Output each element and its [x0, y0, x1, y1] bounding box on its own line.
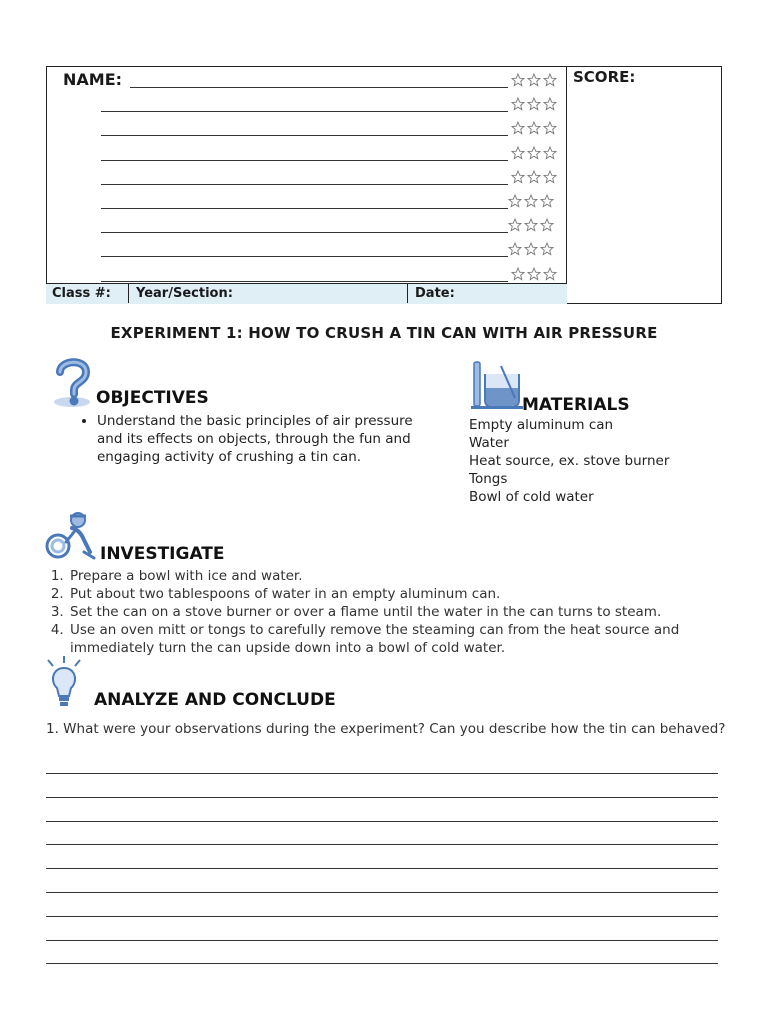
star-icon — [541, 195, 553, 207]
name-label: NAME: — [63, 70, 123, 89]
star-icon — [525, 195, 537, 207]
question-mark-icon — [48, 356, 96, 408]
name-write-line[interactable] — [101, 111, 508, 112]
star-icon — [544, 74, 556, 86]
answer-write-line[interactable] — [46, 773, 718, 774]
star-rating — [511, 265, 561, 283]
star-rating — [508, 240, 558, 258]
material-item: Heat source, ex. stove burner — [469, 453, 670, 469]
star-icon — [528, 147, 540, 159]
star-icon — [509, 243, 521, 255]
star-rating — [508, 192, 558, 210]
analyze-question: 1. What were your observations during the experiment? Can you describe how the tin can behaved? — [46, 721, 726, 737]
star-icon — [525, 219, 537, 231]
answer-write-line[interactable] — [46, 821, 718, 822]
bar-divider — [407, 284, 408, 303]
name-write-line[interactable] — [101, 160, 508, 161]
name-write-line[interactable] — [101, 135, 508, 136]
material-item: Empty aluminum can — [469, 417, 614, 433]
lightbulb-icon — [44, 656, 84, 710]
star-icon — [509, 195, 521, 207]
star-icon — [541, 219, 553, 231]
star-icon — [528, 122, 540, 134]
class-info-bar — [46, 283, 567, 304]
star-icon — [525, 243, 537, 255]
star-rating — [511, 144, 561, 162]
star-icon — [544, 122, 556, 134]
materials-list — [469, 416, 719, 506]
objective-item: • Understand the basic principles of air pressure and its effects on objects, through the fun and engaging activity of crushing a tin can. — [97, 412, 415, 466]
answer-write-line[interactable] — [46, 940, 718, 941]
student-info-box — [46, 66, 722, 304]
star-icon — [512, 74, 524, 86]
name-write-line[interactable] — [130, 87, 508, 88]
class-number-label: Class #: — [52, 286, 111, 301]
star-rating — [511, 95, 561, 113]
name-write-line[interactable] — [101, 184, 508, 185]
score-label: SCORE: — [573, 68, 636, 86]
star-icon — [509, 219, 521, 231]
material-item: Bowl of cold water — [469, 489, 594, 505]
analyze-heading: ANALYZE AND CONCLUDE — [94, 690, 336, 710]
date-label: Date: — [415, 286, 455, 301]
step-item: 4. Use an oven mitt or tongs to carefully remove the steaming can from the heat source and immediately turn the can upside down into a bowl of cold water. — [68, 621, 726, 657]
star-icon — [512, 98, 524, 110]
star-icon — [544, 147, 556, 159]
bar-divider — [128, 284, 129, 303]
star-icon — [528, 268, 540, 280]
beaker-icon — [471, 360, 523, 410]
investigate-heading: INVESTIGATE — [100, 544, 225, 564]
name-write-line[interactable] — [101, 256, 508, 257]
objectives-list — [75, 412, 415, 466]
star-rating — [511, 71, 561, 89]
star-icon — [544, 98, 556, 110]
experiment-title: EXPERIMENT 1: HOW TO CRUSH A TIN CAN WITH AIR PRESSURE — [110, 324, 658, 342]
step-item: 1. Prepare a bowl with ice and water. — [68, 567, 726, 585]
explorer-icon — [44, 508, 100, 562]
answer-write-line[interactable] — [46, 892, 718, 893]
score-divider — [566, 66, 567, 304]
star-rating — [511, 119, 561, 137]
star-icon — [528, 171, 540, 183]
answer-write-line[interactable] — [46, 797, 718, 798]
answer-write-line[interactable] — [46, 868, 718, 869]
star-icon — [512, 268, 524, 280]
star-icon — [528, 98, 540, 110]
material-item: Tongs — [469, 471, 508, 487]
materials-heading: MATERIALS — [522, 395, 630, 415]
answer-write-line[interactable] — [46, 844, 718, 845]
star-rating — [508, 216, 558, 234]
name-write-line[interactable] — [101, 232, 508, 233]
name-write-line[interactable] — [101, 281, 508, 282]
answer-write-line[interactable] — [46, 916, 718, 917]
star-icon — [512, 122, 524, 134]
star-icon — [544, 171, 556, 183]
star-icon — [512, 171, 524, 183]
step-item: 3. Set the can on a stove burner or over a flame until the water in the can turns to steam. — [68, 603, 726, 621]
star-icon — [528, 74, 540, 86]
star-icon — [512, 147, 524, 159]
investigate-steps — [46, 567, 726, 657]
name-write-line[interactable] — [101, 208, 508, 209]
step-item: 2. Put about two tablespoons of water in an empty aluminum can. — [68, 585, 726, 603]
star-icon — [544, 268, 556, 280]
star-rating — [511, 168, 561, 186]
answer-write-line[interactable] — [46, 963, 718, 964]
material-item: Water — [469, 435, 509, 451]
year-section-label: Year/Section: — [136, 286, 233, 301]
star-icon — [541, 243, 553, 255]
objectives-heading: OBJECTIVES — [96, 388, 209, 408]
